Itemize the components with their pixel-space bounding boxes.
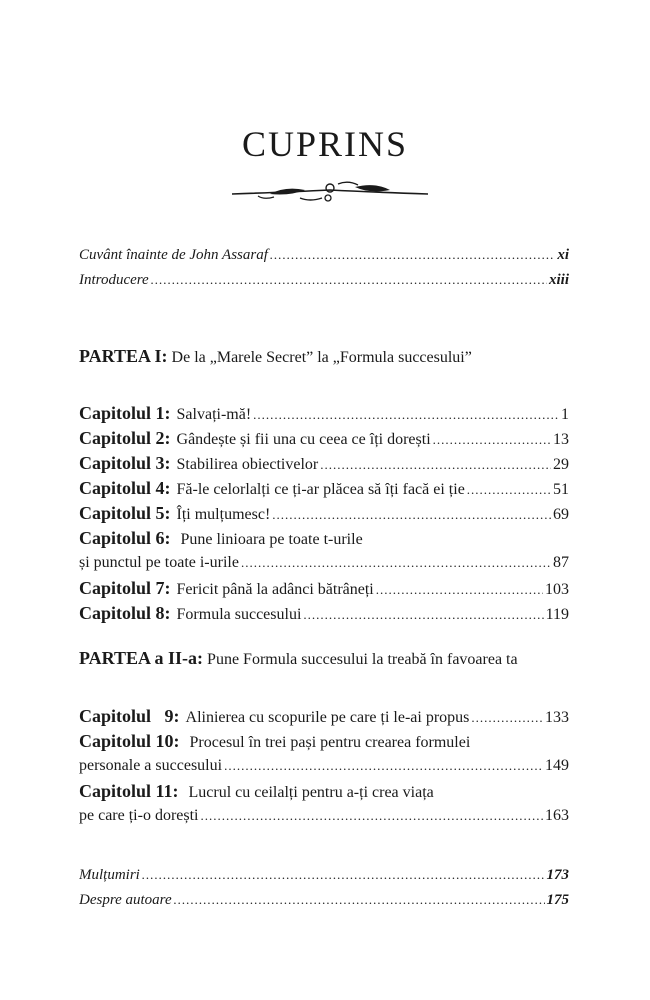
chapter-label: Capitolul 2: xyxy=(79,428,171,448)
toc-entry-acknowledgements[interactable] xyxy=(79,865,569,885)
dot-leader xyxy=(270,245,555,265)
toc-entry-foreword[interactable] xyxy=(79,245,569,265)
toc-entry-about-author[interactable] xyxy=(79,890,569,910)
toc-page-number: 13 xyxy=(553,431,569,448)
toc-entry-chapter-10-line-2[interactable] xyxy=(79,755,569,777)
toc-entry-label: Cuvânt înainte de John Assaraf xyxy=(79,247,268,263)
toc-entry-chapter-2[interactable] xyxy=(79,427,569,451)
chapter-title: Pune linioara pe toate t-urile xyxy=(180,531,363,548)
toc-entry-chapter-10-line-1[interactable] xyxy=(79,730,569,754)
chapter-title: Salvați-mă! xyxy=(176,406,252,423)
chapter-title: Fă-le celorlalți ce ți-ar plăcea să îți facă ei ție xyxy=(176,481,465,498)
dot-leader xyxy=(142,865,545,885)
dot-leader xyxy=(433,429,551,451)
toc-page-number: 133 xyxy=(545,709,569,726)
chapter-label: Capitolul 7: xyxy=(79,578,171,598)
toc-page-number: 149 xyxy=(545,757,569,774)
chapter-label: Capitolul 11: xyxy=(79,781,179,801)
dot-leader xyxy=(376,579,543,601)
toc-entry-chapter-5[interactable] xyxy=(79,502,569,526)
dot-leader xyxy=(224,755,543,777)
toc-page-number: 175 xyxy=(546,892,569,908)
part-heading-2 xyxy=(79,647,579,671)
chapter-title-continued: și punctul pe toate i-urile xyxy=(79,554,239,571)
chapter-label: Capitolul 4: xyxy=(79,478,171,498)
dot-leader xyxy=(320,454,551,476)
toc-entry-chapter-11-line-2[interactable] xyxy=(79,805,569,827)
chapter-title-continued: personale a succesului xyxy=(79,757,223,774)
dot-leader xyxy=(174,890,545,910)
toc-entry-chapter-4[interactable] xyxy=(79,477,569,501)
dot-leader xyxy=(151,270,547,290)
toc-entry-label: Mulțumiri xyxy=(79,867,140,883)
toc-entry-chapter-8[interactable] xyxy=(79,602,569,626)
chapter-label: Capitolul 6: xyxy=(79,528,171,548)
chapter-title: Gândește și fii una cu ceea ce îți dorești xyxy=(176,431,431,448)
chapter-label: Capitolul 3: xyxy=(79,453,171,473)
chapter-label: Capitolul 5: xyxy=(79,503,171,523)
dot-leader xyxy=(201,805,544,827)
chapter-label: Capitolul 10: xyxy=(79,731,180,751)
toc-page-number: 173 xyxy=(546,867,569,883)
ornament-divider-icon xyxy=(230,176,430,206)
toc-entry-chapter-6-line-1[interactable] xyxy=(79,527,569,551)
chapter-label: Capitolul 9: xyxy=(79,706,180,726)
toc-entry-chapter-1[interactable] xyxy=(79,402,569,426)
dot-leader xyxy=(467,479,551,501)
toc-page-number: 51 xyxy=(553,481,569,498)
chapter-title: Stabilirea obiectivelor xyxy=(176,456,319,473)
page-title: CUPRINS xyxy=(241,124,409,164)
part-title: Pune Formula succesului la treabă în favoarea ta xyxy=(207,651,518,668)
toc-entry-chapter-6-line-2[interactable] xyxy=(79,552,569,574)
dot-leader xyxy=(253,404,559,426)
toc-entry-chapter-9[interactable] xyxy=(79,705,569,729)
dot-leader xyxy=(471,707,543,729)
dot-leader xyxy=(241,552,551,574)
toc-entry-label: Introducere xyxy=(79,272,149,288)
part-label: PARTEA a II-a: xyxy=(79,648,204,668)
chapter-title: Alinierea cu scopurile pe care ți le-ai propus xyxy=(185,709,470,726)
part-title: De la „Marele Secret” la „Formula succesului” xyxy=(171,349,472,366)
toc-page-number: 87 xyxy=(553,554,569,571)
chapter-title-continued: pe care ți-o dorești xyxy=(79,807,199,824)
chapter-title: Lucrul cu ceilalți pentru a-ți crea viața xyxy=(188,784,434,801)
part-heading-1 xyxy=(79,345,579,369)
toc-page-number: 119 xyxy=(545,606,569,623)
toc-page-number: 69 xyxy=(553,506,569,523)
toc-entry-chapter-3[interactable] xyxy=(79,452,569,476)
toc-entry-chapter-7[interactable] xyxy=(79,577,569,601)
toc-entry-introduction[interactable] xyxy=(79,270,569,290)
chapter-title: Îți mulțumesc! xyxy=(176,506,271,523)
chapter-title: Formula succesului xyxy=(176,606,302,623)
chapter-label: Capitolul 8: xyxy=(79,603,171,623)
part-label: PARTEA I: xyxy=(79,346,168,366)
dot-leader xyxy=(303,604,543,626)
toc-entry-label: Despre autoare xyxy=(79,892,172,908)
chapter-label: Capitolul 1: xyxy=(79,403,171,423)
toc-entry-chapter-11-line-1[interactable] xyxy=(79,780,569,804)
toc-page-number: 29 xyxy=(553,456,569,473)
toc-page-number: 103 xyxy=(545,581,569,598)
toc-page-number: 163 xyxy=(545,807,569,824)
toc-page-number: xiii xyxy=(548,272,569,288)
chapter-title: Fericit până la adânci bătrâneți xyxy=(176,581,374,598)
dot-leader xyxy=(272,504,551,526)
chapter-title: Procesul în trei pași pentru crearea formulei xyxy=(189,734,471,751)
toc-page-number: 1 xyxy=(561,406,569,423)
toc-page-number: xi xyxy=(557,247,569,263)
